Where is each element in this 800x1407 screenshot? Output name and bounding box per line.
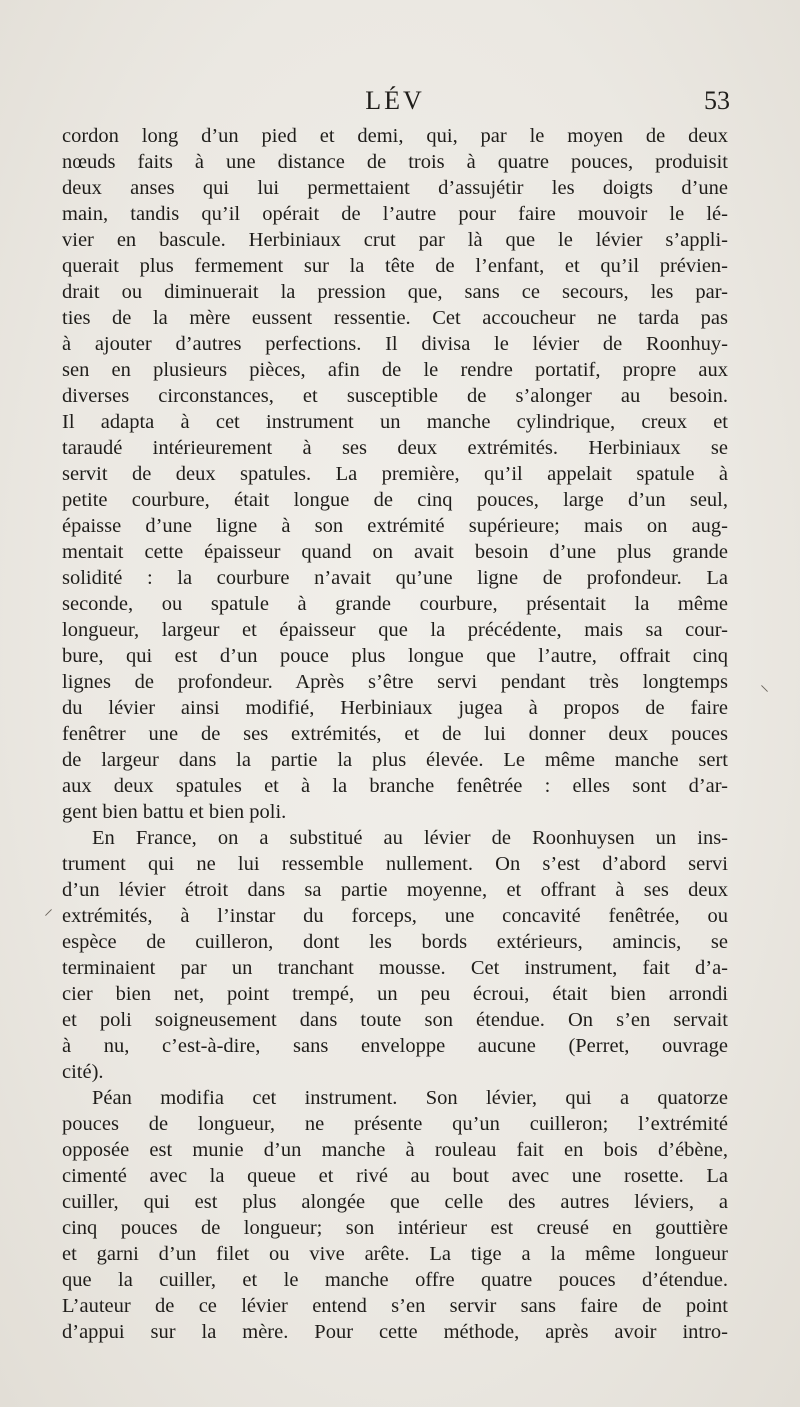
text-line: bure, qui est d’un pouce plus longue que l’autre, offrait cinq (62, 645, 728, 667)
text-line: Il adapta à cet instrument un manche cylindrique, creux et (62, 411, 728, 433)
text-line: cordon long d’un pied et demi, qui, par le moyen de deux (62, 125, 728, 147)
text-line: mentait cette épaisseur quand on avait besoin d’une plus grande (62, 541, 728, 563)
text-line: lignes de profondeur. Après s’être servi pendant très longtemps (62, 671, 728, 693)
text-line: querait plus fermement sur la tête de l’enfant, et qu’il prévien- (62, 255, 728, 277)
body-text (62, 123, 728, 1345)
text-line: cimenté avec la queue et rivé au bout avec une rosette. La (62, 1165, 728, 1187)
running-head-title: LÉV (365, 86, 425, 115)
text-line: sen en plusieurs pièces, afin de le rendre portatif, propre aux (62, 359, 728, 381)
text-line: servit de deux spatules. La première, qu’il appelait spatule à (62, 463, 728, 485)
text-line: d’appui sur la mère. Pour cette méthode, après avoir intro- (62, 1321, 728, 1343)
text-line: opposée est munie d’un manche à rouleau fait en bois d’ébène, (62, 1139, 728, 1161)
text-line: longueur, largeur et épaisseur que la précédente, mais sa cour- (62, 619, 728, 641)
text-line: à nu, c’est-à-dire, sans enveloppe aucune (Perret, ouvrage (62, 1035, 728, 1057)
text-line: En France, on a substitué au lévier de Roonhuysen un ins- (92, 827, 728, 849)
text-line: pouces de longueur, ne présente qu’un cuilleron; l’extrémité (62, 1113, 728, 1135)
text-line: de largeur dans la partie la plus élevée. Le même manche sert (62, 749, 728, 771)
text-line: que la cuiller, et le manche offre quatre pouces d’étendue. (62, 1269, 728, 1291)
text-line: petite courbure, était longue de cinq pouces, large d’un seul, (62, 489, 728, 511)
text-line: Péan modifia cet instrument. Son lévier, qui a quatorze (92, 1087, 728, 1109)
text-line: L’auteur de ce lévier entend s’en servir sans faire de point (62, 1295, 728, 1317)
text-line: et garni d’un filet ou vive arête. La tige a la même longueur (62, 1243, 728, 1265)
running-head (60, 86, 730, 126)
text-line: main, tandis qu’il opérait de l’autre pour faire mouvoir le lé- (62, 203, 728, 225)
text-line: cinq pouces de longueur; son intérieur est creusé en gouttière (62, 1217, 728, 1239)
margin-mark: ⸌ (760, 682, 769, 702)
text-line: seconde, ou spatule à grande courbure, présentait la même (62, 593, 728, 615)
text-line: solidité : la courbure n’avait qu’une ligne de profondeur. La (62, 567, 728, 589)
text-line: du lévier ainsi modifié, Herbiniaux jugea à propos de faire (62, 697, 728, 719)
text-line: aux deux spatules et à la branche fenêtrée : elles sont d’ar- (62, 775, 728, 797)
text-line: trument qui ne lui ressemble nullement. On s’est d’abord servi (62, 853, 728, 875)
text-line: drait ou diminuerait la pression que, sans ce secours, les par- (62, 281, 728, 303)
text-line: et poli soigneusement dans toute son étendue. On s’en servait (62, 1009, 728, 1031)
text-line: d’un lévier étroit dans sa partie moyenne, et offrant à ses deux (62, 879, 728, 901)
text-line: nœuds faits à une distance de trois à quatre pouces, produisit (62, 151, 728, 173)
text-line: taraudé intérieurement à ses deux extrémités. Herbiniaux se (62, 437, 728, 459)
text-line: épaisse d’une ligne à son extrémité supérieure; mais on aug- (62, 515, 728, 537)
page-number: 53 (704, 86, 730, 115)
text-line: ties de la mère eussent ressentie. Cet accoucheur ne tarda pas (62, 307, 728, 329)
text-line: cité). (62, 1061, 104, 1083)
margin-mark: ⸍ (44, 906, 53, 926)
text-line: cier bien net, point trempé, un peu écroui, était bien arrondi (62, 983, 728, 1005)
text-line: cuiller, qui est plus alongée que celle des autres léviers, a (62, 1191, 728, 1213)
text-line: diverses circonstances, et susceptible de s’alonger au besoin. (62, 385, 728, 407)
text-line: gent bien battu et bien poli. (62, 801, 287, 823)
text-line: vier en bascule. Herbiniaux crut par là que le lévier s’appli- (62, 229, 728, 251)
text-line: à ajouter d’autres perfections. Il divisa le lévier de Roonhuy- (62, 333, 728, 355)
text-line: fenêtrer une de ses extrémités, et de lui donner deux pouces (62, 723, 728, 745)
text-line: espèce de cuilleron, dont les bords extérieurs, amincis, se (62, 931, 728, 953)
text-line: deux anses qui lui permettaient d’assujétir les doigts d’une (62, 177, 728, 199)
text-line: extrémités, à l’instar du forceps, une concavité fenêtrée, ou (62, 905, 728, 927)
text-line: terminaient par un tranchant mousse. Cet instrument, fait d’a- (62, 957, 728, 979)
